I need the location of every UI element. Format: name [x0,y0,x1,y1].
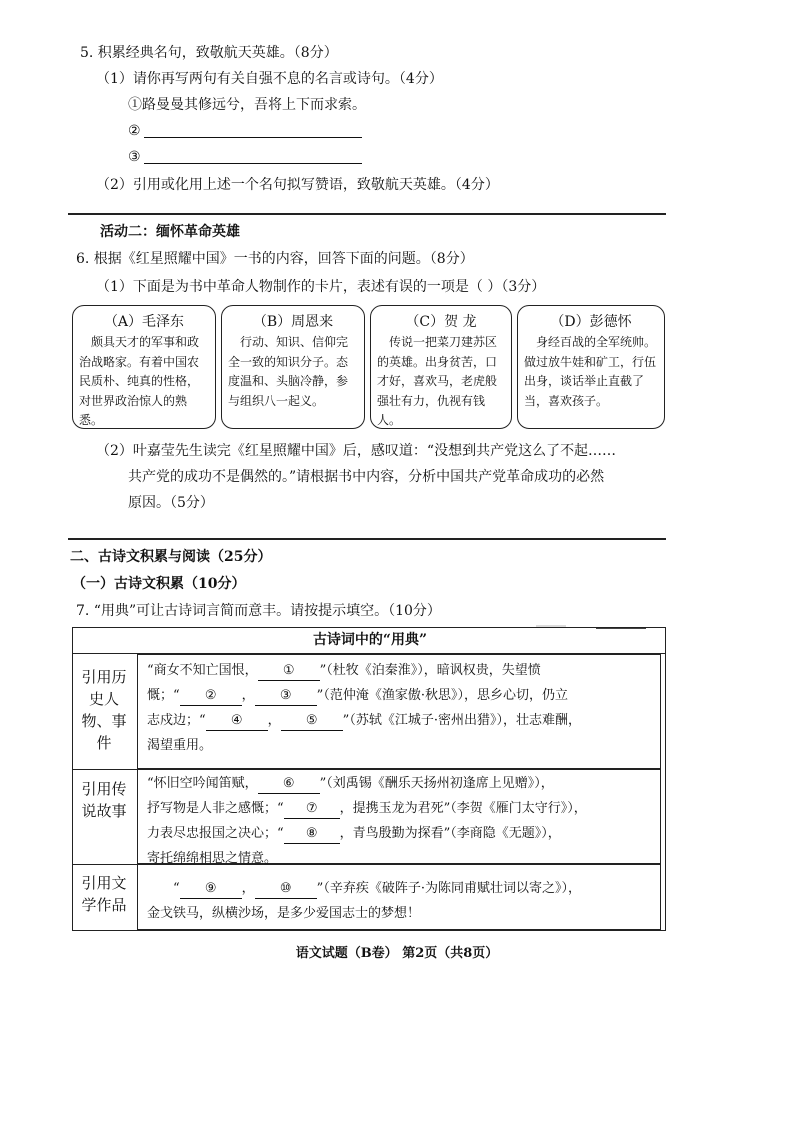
row1-line2: 慨；“ ② ， ③ ”（范仲淹《渔家傲·秋思》），思乡心切，仍立 [147,683,663,708]
card-a-body: 颇具天才的军事和政治战略家。有着中国农民质朴、纯真的性格，对世界政治惊人的熟悉。 [79,335,200,427]
card-a-title: （A）毛泽东 [103,314,185,330]
section-divider [68,213,666,215]
page-footer: 语文试题（B卷） 第2页（共8页） [295,946,499,961]
card-d-body: 身经百战的全军统帅。做过放牛娃和矿工，行伍出身，谈话举止直截了当，喜欢孩子。 [524,335,657,408]
q5-part2: （2）引用或化用上述一个名句拟写赞语，致敬航天英雄。（4分） [96,177,499,193]
q6-part1: （1）下面是为书中革命人物制作的卡片，表述有误的一项是（ ）（3分） [96,279,546,295]
table-title: 古诗词中的“用典” [312,632,428,648]
q5-item2-label: ② [128,123,141,139]
row2-line2: 抒写物是人非之感慨；“ ⑦ ，提携玉龙为君死”（李贺《雁门太守行》）， [147,796,663,821]
row1-category: 引用历史人物、事件 [81,668,127,752]
q6-part2-line2: 共产党的成功不是偶然的。”请根据书中内容，分析中国共产党革命成功的必然 [128,469,605,485]
q6-part2-line3: 原因。（5分） [128,495,214,511]
blank-1[interactable]: ① [258,662,320,681]
q5-part1: （1）请你再写两句有关自强不息的名言或诗句。（4分） [96,71,443,87]
activity2-heading: 活动二：缅怀革命英雄 [100,224,240,240]
allusion-table [72,627,666,931]
card-c-title: （C）贺 龙 [405,314,477,330]
q6-part2-line1: （2）叶嘉莹先生读完《红星照耀中国》后，感叹道：“没想到共产党这么了不起…… [96,443,617,459]
blank-7[interactable]: ⑦ [284,800,340,819]
row1-line4: 渴望重用。 [147,738,213,753]
row3-line1: “ ⑨ ， ⑩ ”（辛弃疾《破阵子·为陈同甫赋壮词以寄之》）， [147,876,663,901]
blank-10[interactable]: ⑩ [255,880,317,899]
blank-3[interactable]: ③ [255,687,317,706]
blank-8[interactable]: ⑧ [284,825,340,844]
q5-title: 5. 积累经典名句，致敬航天英雄。（8分） [80,45,338,61]
blank-5[interactable]: ⑤ [281,712,343,731]
row1-line3: 志戍边；“ ④ ， ⑤ ”（苏轼《江城子·密州出猎》），壮志难酬， [147,708,663,733]
row3-line2: 金戈铁马，纵横沙场，是多少爱国志士的梦想！ [147,906,421,921]
row-divider-1 [73,769,137,770]
card-c-body: 传说一把菜刀建苏区的英雄。出身贫苦，口才好，喜欢马，老虎般强壮有力，仇视有钱人。 [377,335,498,427]
row3-category: 引用文学作品 [81,874,127,914]
q5-item1: ①路曼曼其修远兮，吾将上下而求索。 [128,97,366,113]
row1-line1: “商女不知亡国恨， ① ”（杜牧《泊秦淮》），暗讽权贵，失望愤 [147,658,663,683]
card-b-body: 行动、知识、信仰完全一致的知识分子。态度温和、头脑冷静，参与组织八一起义。 [228,335,349,408]
q5-item3-label: ③ [128,149,141,165]
row-divider-2 [73,864,137,865]
card-b [221,305,365,429]
q6-title: 6. 根据《红星照耀中国》一书的内容，回答下面的问题。（8分） [76,251,474,267]
blank-2[interactable]: ② [180,687,242,706]
row3-content [147,876,663,926]
card-b-title: （B）周恩来 [252,314,334,330]
row2-content [147,771,663,871]
card-a [72,305,216,429]
section2-heading: 二、古诗文积累与阅读（25分） [70,549,272,565]
card-d-title: （D）彭德怀 [550,314,632,330]
row2-category: 引用传说故事 [81,780,127,820]
q5-item2-answer-line[interactable] [144,137,362,138]
blank-4[interactable]: ④ [206,712,268,731]
q5-item3-answer-line[interactable] [144,163,362,164]
section2-part1-heading: （一）古诗文积累（10分） [72,576,246,592]
card-c [370,305,512,429]
row1-content [147,658,663,758]
section-divider-2 [68,538,666,540]
q7-title: 7. “用典”可让古诗词言简而意丰。请按提示填空。（10分） [76,603,441,619]
row2-line1: “怀旧空吟闻笛赋， ⑥ ”（刘禹锡《酬乐天扬州初逢席上见赠》）， [147,771,663,796]
row2-line3: 力表尽忠报国之决心；“ ⑧ ，青鸟殷勤为探看”（李商隐《无题》）， [147,821,663,846]
blank-9[interactable]: ⑨ [180,880,242,899]
card-d [517,305,665,429]
row2-line4: 寄托绵绵相思之情意。 [147,851,278,866]
blank-6[interactable]: ⑥ [258,775,320,794]
